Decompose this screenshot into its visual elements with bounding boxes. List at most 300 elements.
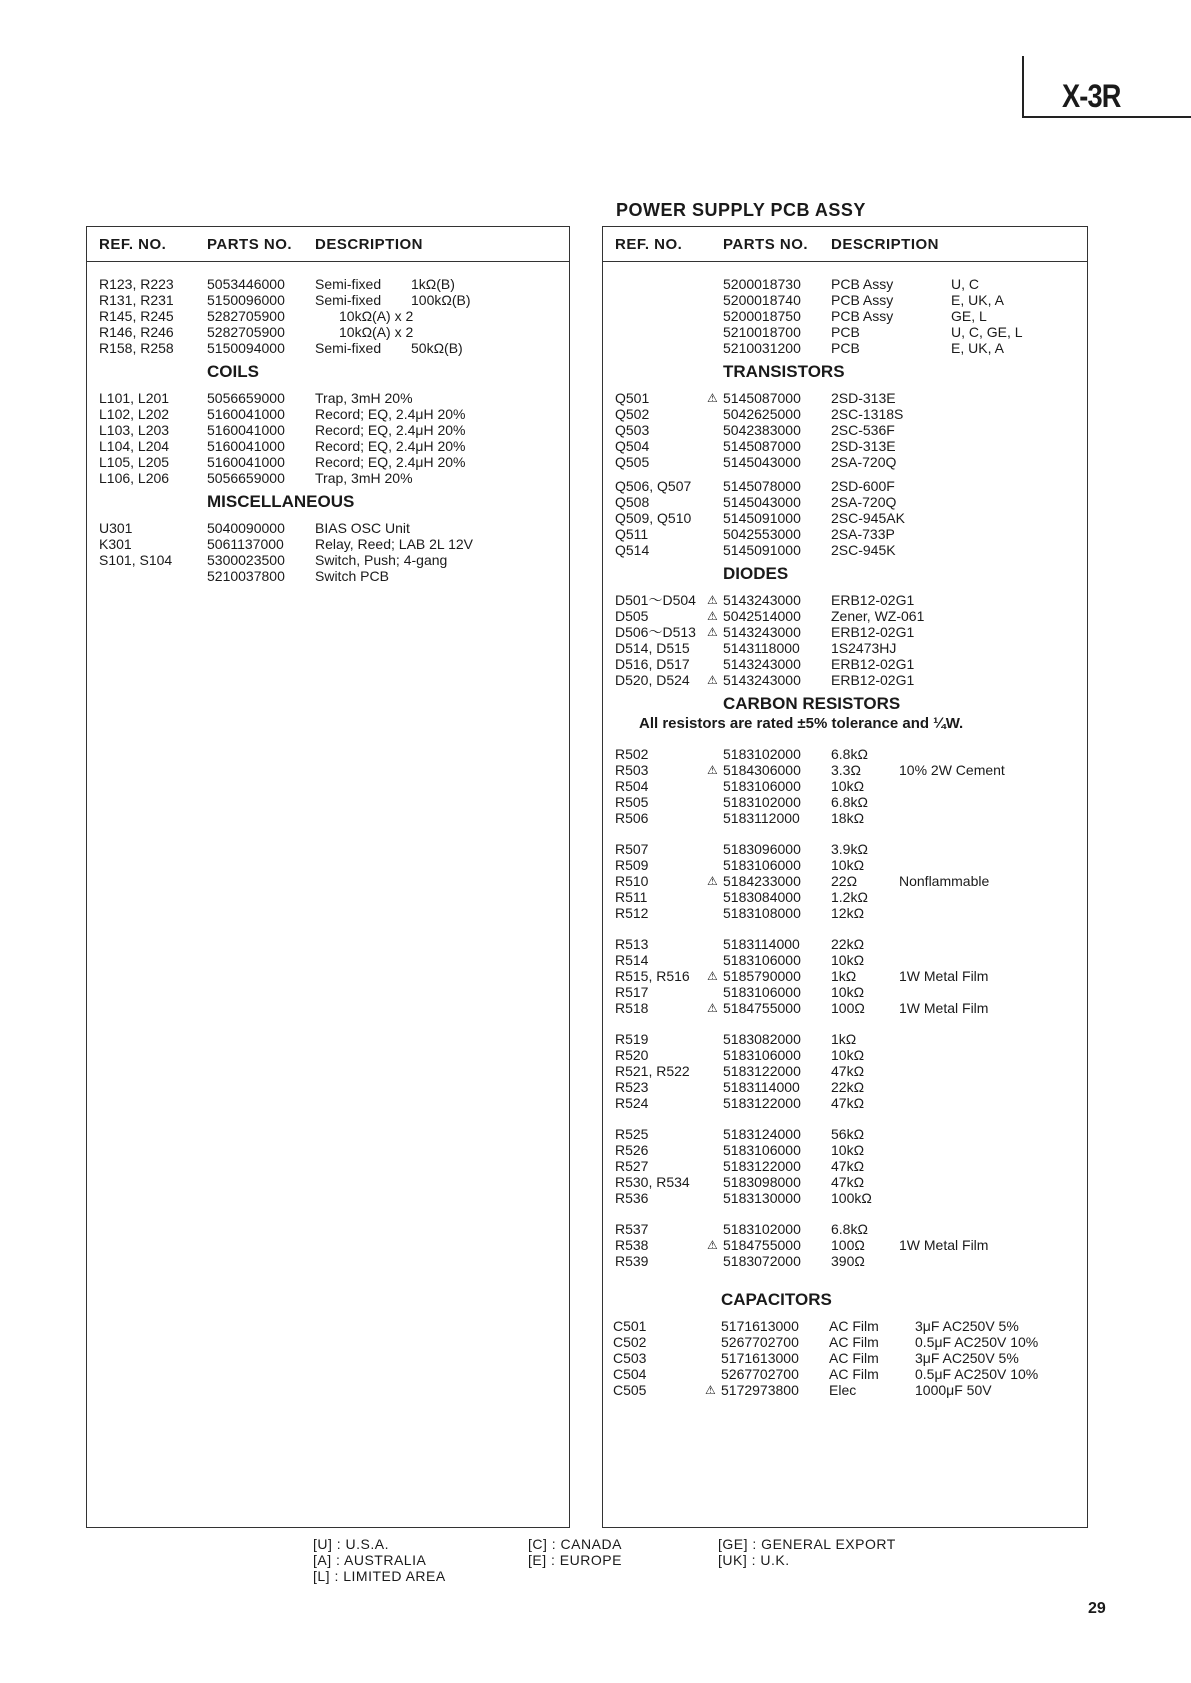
ref-no: R503: [615, 762, 649, 778]
resistance-value: 12kΩ: [831, 905, 865, 921]
ref-no: R517: [615, 984, 649, 1000]
warning-icon: ⚠: [707, 391, 718, 405]
misc-heading: MISCELLANEOUS: [207, 492, 355, 511]
part-no: 5040090000: [207, 520, 285, 536]
part-no: 5150094000: [207, 340, 285, 356]
legend-item: [U] : U.S.A.: [313, 1536, 390, 1552]
description: Record; EQ, 2.4μH 20%: [315, 454, 466, 470]
table-row: [603, 1382, 1087, 1398]
part-no: 5160041000: [207, 406, 285, 422]
description: 2SD-600F: [831, 478, 895, 494]
table-row: [603, 762, 1087, 778]
part-no: 5056659000: [207, 470, 285, 486]
table-row: [603, 454, 1087, 470]
ref-no: R511: [615, 889, 648, 905]
ref-no: R158, R258: [99, 340, 174, 356]
description: 2SD-313E: [831, 390, 896, 406]
description: PCB Assy: [831, 308, 894, 324]
part-no: 5183122000: [723, 1063, 801, 1079]
resistance-value: 1kΩ: [831, 1031, 857, 1047]
part-no: 5184233000: [723, 873, 801, 889]
resistor-note: 1W Metal Film: [899, 968, 989, 984]
part-no: 5143243000: [723, 656, 801, 672]
description: PCB Assy: [831, 292, 894, 308]
part-no: 5042514000: [723, 608, 801, 624]
part-no: 5145087000: [723, 438, 801, 454]
table-row: [87, 470, 569, 486]
warning-icon: ⚠: [707, 969, 718, 983]
description: AC Film: [829, 1366, 879, 1382]
part-no: 5042625000: [723, 406, 801, 422]
table-row: [603, 1174, 1087, 1190]
description: PCB: [831, 324, 860, 340]
ref-no: C503: [613, 1350, 647, 1366]
ref-no: R123, R223: [99, 276, 174, 292]
part-no: 5183130000: [723, 1190, 801, 1206]
warning-icon: ⚠: [707, 609, 718, 623]
right-table-header: [603, 227, 1087, 262]
resistance-value: 10kΩ: [831, 1047, 865, 1063]
description: 2SA-720Q: [831, 494, 897, 510]
part-no: 5183106000: [723, 1047, 801, 1063]
part-no: 5267702700: [721, 1366, 799, 1382]
transistors-list-a: [603, 390, 1087, 470]
ref-no: Q505: [615, 454, 650, 470]
table-row: [603, 308, 1087, 324]
description: Trap, 3mH 20%: [315, 470, 413, 486]
legend-col-2: [528, 1536, 622, 1568]
description: Trap, 3mH 20%: [315, 390, 413, 406]
table-row: [603, 841, 1087, 857]
table-row: [603, 1318, 1087, 1334]
table-row: [603, 746, 1087, 762]
table-row: [603, 810, 1087, 826]
ref-no: R524: [615, 1095, 649, 1111]
destination: GE, L: [951, 308, 987, 324]
resistance-value: 100Ω: [831, 1000, 865, 1016]
part-no: 5282705900: [207, 324, 285, 340]
ref-no: R512: [615, 905, 649, 921]
table-row: [603, 542, 1087, 558]
ref-no-header: REF. NO.: [99, 236, 167, 253]
ref-no: R514: [615, 952, 649, 968]
part-no: 5145087000: [723, 390, 801, 406]
ref-no: U301: [99, 520, 133, 536]
table-row: [603, 1366, 1087, 1382]
destination: U, C: [951, 276, 979, 292]
table-row: [603, 1000, 1087, 1016]
part-no: 5143118000: [723, 640, 800, 656]
power-supply-title: POWER SUPPLY PCB ASSY: [616, 200, 866, 220]
description: 1S2473HJ: [831, 640, 897, 656]
table-row: [603, 526, 1087, 542]
ref-no: Q502: [615, 406, 650, 422]
ref-no: C504: [613, 1366, 647, 1382]
resistance-value: 22kΩ: [831, 1079, 865, 1095]
carbon-resistors-heading: CARBON RESISTORS: [723, 694, 901, 713]
ref-no: R145, R245: [99, 308, 174, 324]
description: Switch, Push; 4-gang: [315, 552, 448, 568]
ref-no: R505: [615, 794, 649, 810]
resistance-value: 22kΩ: [831, 936, 865, 952]
value: 10kΩ(A) x 2: [339, 308, 414, 324]
table-row: [603, 905, 1087, 921]
ref-no: D501～D504: [615, 592, 696, 608]
capacitors-list: [603, 1318, 1087, 1398]
part-no: 5183114000: [723, 936, 800, 952]
table-row: [603, 984, 1087, 1000]
part-no: 5183106000: [723, 857, 801, 873]
resistor-note: 1W Metal Film: [899, 1000, 989, 1016]
resistor-note: Nonflammable: [899, 873, 990, 889]
part-no: 5143243000: [723, 672, 801, 688]
part-no: 5160041000: [207, 438, 285, 454]
part-no: 5183122000: [723, 1158, 801, 1174]
part-no: 5183106000: [723, 778, 801, 794]
table-row: [603, 406, 1087, 422]
legend-item: [L] : LIMITED AREA: [313, 1568, 446, 1584]
ref-no: C505: [613, 1382, 647, 1398]
ref-no-header: REF. NO.: [615, 236, 683, 253]
warning-icon: ⚠: [707, 625, 718, 639]
table-row: [87, 390, 569, 406]
table-row: [87, 406, 569, 422]
part-no: 5210037800: [207, 568, 285, 584]
part-no: 5042553000: [723, 526, 801, 542]
table-row: [87, 340, 569, 356]
part-no: 5200018730: [723, 276, 801, 292]
part-no: 5183108000: [723, 905, 801, 921]
table-row: [603, 672, 1087, 688]
table-row: [603, 608, 1087, 624]
part-no: 5171613000: [721, 1318, 799, 1334]
part-no: 5183102000: [723, 746, 801, 762]
part-no: 5183114000: [723, 1079, 800, 1095]
table-row: [87, 308, 569, 324]
ref-no: R513: [615, 936, 649, 952]
part-no: 5267702700: [721, 1334, 799, 1350]
resistance-value: 1.2kΩ: [831, 889, 868, 905]
warning-icon: ⚠: [707, 1001, 718, 1015]
part-no: 5145091000: [723, 510, 801, 526]
table-row: [603, 968, 1087, 984]
table-row: [603, 873, 1087, 889]
left-table-body: [87, 262, 569, 584]
description: Relay, Reed; LAB 2L 12V: [315, 536, 473, 552]
resistance-value: 390Ω: [831, 1253, 865, 1269]
left-parts-table: [86, 226, 570, 1528]
resistance-value: 22Ω: [831, 873, 858, 889]
resistance-value: 10kΩ: [831, 952, 865, 968]
description: 2SC-945K: [831, 542, 896, 558]
ref-no: R507: [615, 841, 649, 857]
table-row: [603, 494, 1087, 510]
part-no: 5183106000: [723, 952, 801, 968]
description: ERB12-02G1: [831, 656, 915, 672]
ref-no: L106, L206: [99, 470, 170, 486]
description: ERB12-02G1: [831, 624, 915, 640]
table-row: [87, 520, 569, 536]
table-row: [603, 478, 1087, 494]
resistance-value: 6.8kΩ: [831, 746, 868, 762]
ref-no: R537: [615, 1221, 649, 1237]
coils-heading: COILS: [207, 362, 259, 381]
table-row: [603, 1063, 1087, 1079]
description: Semi-fixed: [315, 276, 382, 292]
model-title: X-3R: [1062, 78, 1121, 114]
resistance-value: 6.8kΩ: [831, 1221, 868, 1237]
description: Switch PCB: [315, 568, 389, 584]
capacitors-heading: CAPACITORS: [721, 1290, 832, 1309]
resistance-value: 100Ω: [831, 1237, 865, 1253]
warning-icon: ⚠: [707, 673, 718, 687]
resistor-note: 1W Metal Film: [899, 1237, 989, 1253]
part-no: 5183098000: [723, 1174, 801, 1190]
resistance-value: 47kΩ: [831, 1063, 865, 1079]
ref-no: Q503: [615, 422, 650, 438]
ref-no: Q509, Q510: [615, 510, 692, 526]
ref-no: R527: [615, 1158, 649, 1174]
part-no: 5185790000: [723, 968, 801, 984]
ref-no: D505: [615, 608, 649, 624]
description: AC Film: [829, 1334, 879, 1350]
ref-no: R518: [615, 1000, 649, 1016]
capacitor-value: 3μF AC250V 5%: [915, 1318, 1019, 1334]
table-row: [603, 624, 1087, 640]
table-row: [603, 1158, 1087, 1174]
left-resistor-list: [87, 276, 569, 356]
description: Semi-fixed: [315, 340, 382, 356]
ref-no: R520: [615, 1047, 649, 1063]
table-row: [603, 1221, 1087, 1237]
resistance-value: 100kΩ: [831, 1190, 872, 1206]
legend-col-1: [313, 1536, 446, 1584]
part-no: 5143243000: [723, 592, 801, 608]
left-table-header: [87, 227, 569, 262]
resistance-value: 3.3Ω: [831, 762, 861, 778]
table-row: [603, 656, 1087, 672]
warning-icon: ⚠: [705, 1383, 716, 1397]
description: Zener, WZ-061: [831, 608, 925, 624]
right-table-body: [603, 262, 1087, 1398]
table-row: [603, 1047, 1087, 1063]
description: Record; EQ, 2.4μH 20%: [315, 406, 466, 422]
ref-no: R536: [615, 1190, 649, 1206]
description: 2SD-313E: [831, 438, 896, 454]
capacitor-value: 0.5μF AC250V 10%: [915, 1334, 1039, 1350]
ref-no: Q514: [615, 542, 650, 558]
ref-no: Q511: [615, 526, 649, 542]
part-no: 5183124000: [723, 1126, 801, 1142]
part-no: 5145091000: [723, 542, 801, 558]
description-header: DESCRIPTION: [831, 236, 940, 253]
table-row: [603, 1031, 1087, 1047]
legend-item: [GE] : GENERAL EXPORT: [718, 1536, 896, 1552]
value: 100kΩ(B): [411, 292, 471, 308]
resistance-value: 10kΩ: [831, 1142, 865, 1158]
capacitor-value: 0.5μF AC250V 10%: [915, 1366, 1039, 1382]
part-no: 5183082000: [723, 1031, 801, 1047]
ref-no: D514, D515: [615, 640, 690, 656]
table-row: [603, 276, 1087, 292]
description: 2SA-720Q: [831, 454, 897, 470]
capacitor-value: 1000μF 50V: [915, 1382, 992, 1398]
part-no: 5282705900: [207, 308, 285, 324]
description-header: DESCRIPTION: [315, 236, 424, 253]
part-no: 5143243000: [723, 624, 801, 640]
destination: E, UK, A: [951, 340, 1004, 356]
part-no: 5145043000: [723, 494, 801, 510]
part-no: 5160041000: [207, 454, 285, 470]
description: Record; EQ, 2.4μH 20%: [315, 422, 466, 438]
description: AC Film: [829, 1318, 879, 1334]
table-row: [603, 936, 1087, 952]
part-no: 5210031200: [723, 340, 801, 356]
part-no: 5145078000: [723, 478, 801, 494]
table-row: [603, 640, 1087, 656]
table-row: [87, 292, 569, 308]
destination: E, UK, A: [951, 292, 1004, 308]
part-no: 5184755000: [723, 1000, 801, 1016]
table-row: [87, 324, 569, 340]
resistance-value: 10kΩ: [831, 778, 865, 794]
part-no: 5183112000: [723, 810, 800, 826]
part-no: 5184306000: [723, 762, 801, 778]
part-no: 5183106000: [723, 1142, 801, 1158]
description: 2SA-733P: [831, 526, 895, 542]
legend-item: [A] : AUSTRALIA: [313, 1552, 427, 1568]
part-no: 5056659000: [207, 390, 285, 406]
legend-item: [E] : EUROPE: [528, 1552, 622, 1568]
resistance-value: 10kΩ: [831, 857, 865, 873]
ref-no: R502: [615, 746, 649, 762]
description: BIAS OSC Unit: [315, 520, 410, 536]
resistance-value: 47kΩ: [831, 1095, 865, 1111]
part-no: 5061137000: [207, 536, 284, 552]
legend-item: [UK] : U.K.: [718, 1552, 790, 1568]
ref-no: D520, D524: [615, 672, 690, 688]
carbon-resistors-note: All resistors are rated ±5% tolerance and ¼W.: [639, 715, 964, 732]
part-no: 5042383000: [723, 422, 801, 438]
resistance-value: 1kΩ: [831, 968, 857, 984]
table-row: [87, 552, 569, 568]
part-no: 5183084000: [723, 889, 801, 905]
table-row: [603, 778, 1087, 794]
table-row: [603, 1253, 1087, 1269]
table-row: [87, 422, 569, 438]
value: 10kΩ(A) x 2: [339, 324, 414, 340]
right-parts-table: [602, 226, 1088, 1528]
parts-no-header: PARTS NO.: [723, 236, 809, 253]
warning-icon: ⚠: [707, 874, 718, 888]
table-row: [603, 1095, 1087, 1111]
warning-icon: ⚠: [707, 1238, 718, 1252]
value: 50kΩ(B): [411, 340, 463, 356]
description: AC Film: [829, 1350, 879, 1366]
table-row: [603, 324, 1087, 340]
ref-no: R506: [615, 810, 649, 826]
ref-no: K301: [99, 536, 132, 552]
ref-no: R509: [615, 857, 649, 873]
resistance-value: 6.8kΩ: [831, 794, 868, 810]
description: 2SC-536F: [831, 422, 895, 438]
table-row: [603, 292, 1087, 308]
misc-list: [87, 520, 569, 584]
part-no: 5160041000: [207, 422, 285, 438]
table-row: [603, 1334, 1087, 1350]
table-row: [87, 536, 569, 552]
resistance-value: 18kΩ: [831, 810, 865, 826]
table-row: [603, 390, 1087, 406]
ref-no: L104, L204: [99, 438, 170, 454]
table-row: [603, 1079, 1087, 1095]
ref-no: L103, L203: [99, 422, 170, 438]
table-row: [87, 568, 569, 584]
part-no: 5171613000: [721, 1350, 799, 1366]
table-row: [603, 1126, 1087, 1142]
ref-no: R538: [615, 1237, 649, 1253]
ref-no: R539: [615, 1253, 649, 1269]
ref-no: Q501: [615, 390, 650, 406]
ref-no: R526: [615, 1142, 649, 1158]
part-no: 5183102000: [723, 794, 801, 810]
ref-no: R131, R231: [99, 292, 174, 308]
part-no: 5183072000: [723, 1253, 801, 1269]
description: Elec: [829, 1382, 857, 1398]
resistance-value: 10kΩ: [831, 984, 865, 1000]
part-no: 5150096000: [207, 292, 285, 308]
table-row: [603, 592, 1087, 608]
resistance-value: 47kΩ: [831, 1174, 865, 1190]
table-row: [603, 340, 1087, 356]
table-row: [603, 1237, 1087, 1253]
resistance-value: 3.9kΩ: [831, 841, 868, 857]
table-row: [87, 438, 569, 454]
table-row: [603, 438, 1087, 454]
table-row: [87, 454, 569, 470]
ref-no: L101, L201: [99, 390, 170, 406]
transistors-list-b: [603, 478, 1087, 558]
ref-no: R146, R246: [99, 324, 174, 340]
resistance-value: 47kΩ: [831, 1158, 865, 1174]
description: ERB12-02G1: [831, 592, 915, 608]
ref-no: D516, D517: [615, 656, 690, 672]
part-no: 5200018740: [723, 292, 801, 308]
ref-no: L105, L205: [99, 454, 170, 470]
table-row: [87, 276, 569, 292]
ref-no: C501: [613, 1318, 647, 1334]
capacitor-value: 3μF AC250V 5%: [915, 1350, 1019, 1366]
part-no: 5210018700: [723, 324, 801, 340]
diodes-list: [603, 592, 1087, 688]
warning-icon: ⚠: [707, 593, 718, 607]
destination: U, C, GE, L: [951, 324, 1023, 340]
resistor-note: 10% 2W Cement: [899, 762, 1005, 778]
ref-no: R530, R534: [615, 1174, 690, 1190]
ref-no: Q508: [615, 494, 650, 510]
description: 2SC-1318S: [831, 406, 904, 422]
part-no: 5184755000: [723, 1237, 801, 1253]
part-no: 5183102000: [723, 1221, 801, 1237]
description: PCB: [831, 340, 860, 356]
ref-no: R504: [615, 778, 649, 794]
pcb-assy-list: [603, 276, 1087, 356]
description: ERB12-02G1: [831, 672, 915, 688]
part-no: 5183106000: [723, 984, 801, 1000]
part-no: 5053446000: [207, 276, 285, 292]
ref-no: D506～D513: [615, 624, 696, 640]
value: 1kΩ(B): [411, 276, 455, 292]
